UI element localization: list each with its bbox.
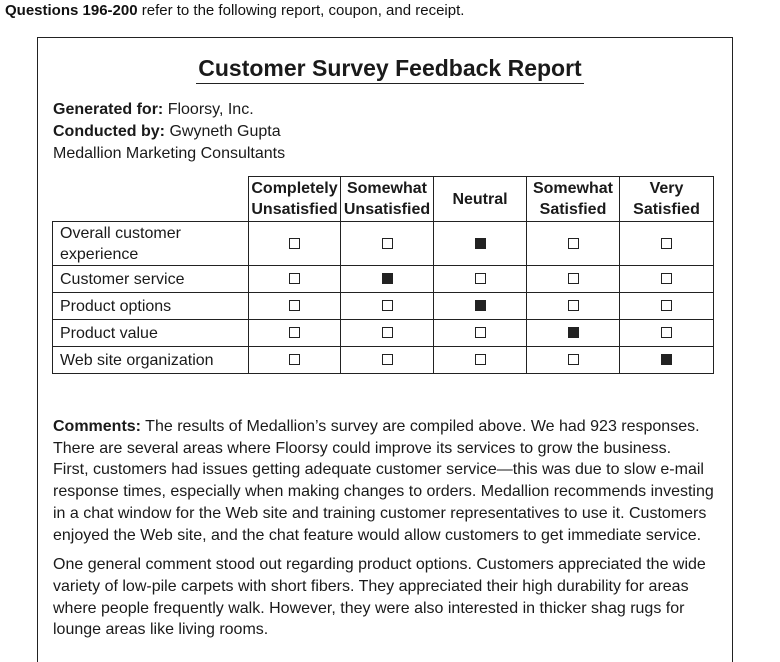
empty-checkbox-icon — [289, 300, 300, 311]
col-header-line: Satisfied — [633, 201, 700, 218]
rating-cell — [249, 293, 341, 320]
col-header-line: Unsatisfied — [251, 201, 338, 218]
row-label — [53, 293, 249, 320]
rating-cell — [249, 347, 341, 374]
empty-checkbox-icon — [661, 300, 672, 311]
row-label-line: Product value — [60, 324, 158, 342]
row-label-line: Web site organization — [60, 351, 214, 369]
rating-cell — [434, 266, 527, 293]
rating-cell — [341, 320, 434, 347]
generated-for-line — [53, 99, 285, 121]
row-label — [53, 266, 249, 293]
col-header — [620, 177, 714, 222]
comments-paragraph-2 — [53, 554, 721, 641]
conducted-by-label: Conducted by: — [53, 123, 165, 140]
comment-line: variety of low-pile carpets with short fibers. They appreciated their high durability for areas — [53, 577, 689, 595]
rating-cell — [527, 347, 620, 374]
empty-checkbox-icon — [289, 273, 300, 284]
empty-checkbox-icon — [661, 273, 672, 284]
rating-cell — [249, 320, 341, 347]
rating-cell — [620, 320, 714, 347]
filled-checkbox-icon — [475, 300, 486, 311]
empty-checkbox-icon — [568, 300, 579, 311]
organization-name: Medallion Marketing Consultants — [53, 145, 286, 162]
rating-cell — [527, 222, 620, 266]
row-label — [53, 320, 249, 347]
empty-checkbox-icon — [661, 238, 672, 249]
col-header — [434, 177, 527, 222]
row-label-line: Overall customer — [60, 224, 181, 242]
conducted-by-line — [53, 121, 285, 143]
rating-cell — [249, 266, 341, 293]
report-title-wrap — [0, 54, 780, 84]
empty-checkbox-icon — [475, 273, 486, 284]
table-row — [53, 222, 714, 266]
empty-checkbox-icon — [382, 327, 393, 338]
rating-cell — [341, 266, 434, 293]
report-meta — [53, 99, 285, 165]
comments-section — [53, 416, 721, 641]
empty-checkbox-icon — [475, 327, 486, 338]
col-header-line: Unsatisfied — [343, 201, 431, 218]
filled-checkbox-icon — [568, 327, 579, 338]
col-header-line: Very — [649, 180, 684, 197]
question-range: Questions 196-200 — [5, 2, 138, 19]
table-row — [53, 293, 714, 320]
rating-cell — [620, 347, 714, 374]
empty-checkbox-icon — [289, 354, 300, 365]
comment-line: One general comment stood out regarding product options. Customers appreciated the wide — [53, 556, 706, 574]
comments-paragraph-1 — [53, 416, 721, 546]
report-title: Customer Survey Feedback Report — [196, 54, 583, 84]
empty-checkbox-icon — [382, 354, 393, 365]
empty-checkbox-icon — [382, 238, 393, 249]
col-header — [527, 177, 620, 222]
col-header — [341, 177, 434, 222]
empty-checkbox-icon — [568, 354, 579, 365]
comment-line: in a chat window for the Web site and training customer representatives to use it. Customers — [53, 504, 707, 522]
generated-for-label: Generated for: — [53, 101, 164, 118]
rating-cell — [434, 347, 527, 374]
rating-cell — [434, 320, 527, 347]
empty-checkbox-icon — [661, 327, 672, 338]
empty-checkbox-icon — [289, 327, 300, 338]
empty-checkbox-icon — [475, 354, 486, 365]
col-header-line: Somewhat — [346, 180, 427, 197]
comment-line: lounge areas like living rooms. — [53, 621, 269, 639]
filled-checkbox-icon — [382, 273, 393, 284]
conducted-by-value: Gwyneth Gupta — [165, 123, 281, 140]
comment-line: where people frequently walk. However, they were also interested in thicker shag rugs for — [53, 599, 685, 617]
question-intro — [5, 2, 464, 19]
empty-checkbox-icon — [382, 300, 393, 311]
table-row — [53, 320, 714, 347]
empty-checkbox-icon — [568, 238, 579, 249]
comment-line: enjoyed the Web site, and the chat feature would allow customers to get immediate service. — [53, 526, 702, 544]
rating-cell — [341, 347, 434, 374]
rating-cell — [527, 266, 620, 293]
col-header-line: Completely — [251, 180, 338, 197]
rating-cell — [434, 222, 527, 266]
col-header-line: Satisfied — [539, 201, 607, 218]
comment-line: There are several areas where Floorsy could improve its services to grow the business. — [53, 439, 672, 457]
header-row — [53, 177, 714, 222]
rating-cell — [620, 222, 714, 266]
filled-checkbox-icon — [475, 238, 486, 249]
row-label — [53, 222, 249, 266]
filled-checkbox-icon — [661, 354, 672, 365]
col-header — [249, 177, 341, 222]
rating-cell — [527, 320, 620, 347]
comment-line: First, customers had issues getting adequate customer service—this was due to slow e-mail — [53, 461, 704, 479]
survey-table — [52, 176, 714, 374]
table-row — [53, 347, 714, 374]
empty-checkbox-icon — [289, 238, 300, 249]
row-label — [53, 347, 249, 374]
comment-line: The results of Medallion’s survey are compiled above. We had 923 responses. — [141, 418, 700, 435]
table-row — [53, 266, 714, 293]
rating-cell — [341, 222, 434, 266]
comments-label: Comments: — [53, 418, 142, 435]
rating-cell — [620, 266, 714, 293]
question-intro-text: refer to the following report, coupon, and receipt. — [137, 2, 465, 19]
comment-line: response times, especially when making changes to orders. Medallion recommends investing — [53, 483, 714, 501]
generated-for-value: Floorsy, Inc. — [163, 101, 254, 118]
rating-cell — [434, 293, 527, 320]
rating-cell — [249, 222, 341, 266]
row-label-line: Product options — [60, 297, 172, 315]
rating-cell — [341, 293, 434, 320]
rating-cell — [620, 293, 714, 320]
row-label-line: experience — [60, 245, 139, 263]
row-label-line: Customer service — [60, 270, 185, 288]
col-header-line: Neutral — [452, 190, 508, 208]
header-empty-cell — [53, 177, 249, 222]
col-header-line: Somewhat — [532, 180, 613, 197]
empty-checkbox-icon — [568, 273, 579, 284]
rating-cell — [527, 293, 620, 320]
